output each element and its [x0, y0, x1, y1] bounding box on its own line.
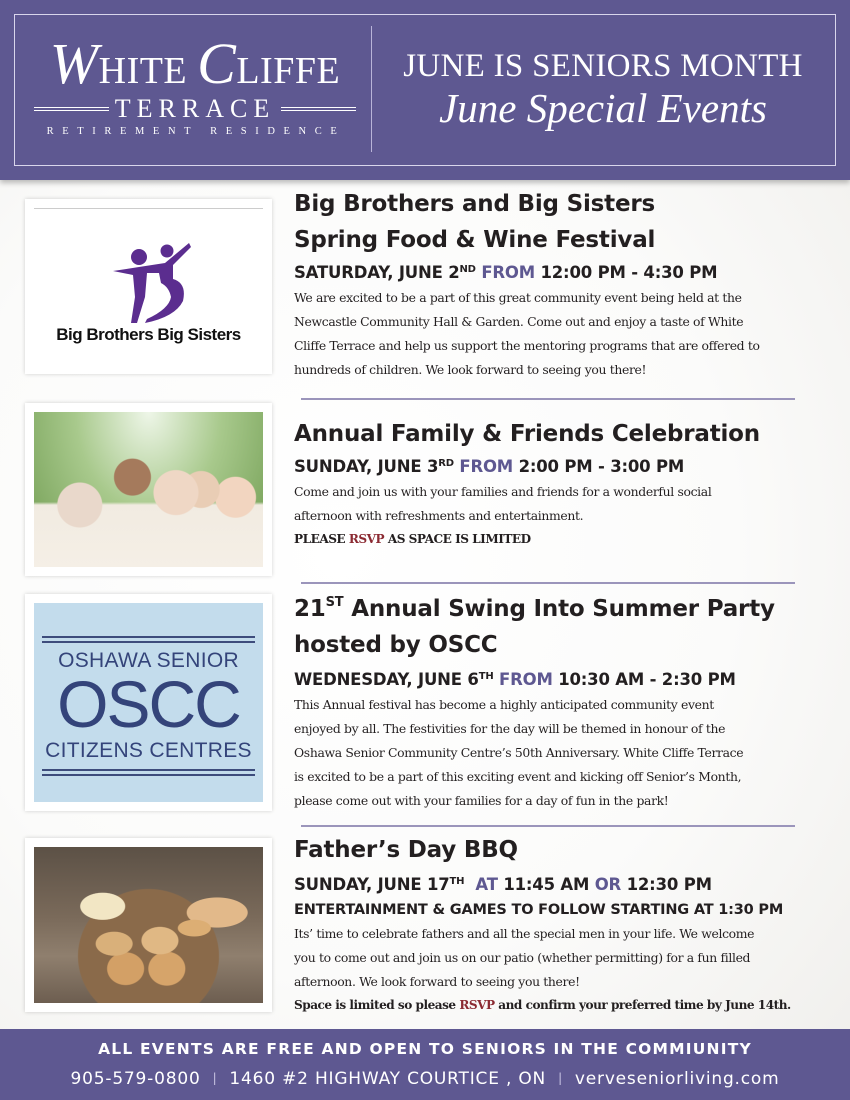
- event-4-connector: AT: [475, 875, 498, 894]
- event-2-body-line: afternoon with refreshments and entertainment.: [294, 508, 584, 523]
- section-divider: [301, 398, 795, 400]
- event-2-connector: FROM: [459, 457, 514, 476]
- event-4-date: [294, 872, 834, 898]
- event-1-connector: FROM: [481, 263, 535, 282]
- event-3-time: 10:30 AM - 2:30 PM: [558, 670, 736, 689]
- two-figures-heart-icon: [103, 239, 203, 329]
- event-2-image: [25, 403, 272, 576]
- footer-banner: [0, 1029, 850, 1100]
- logo-text-hite: HITE: [98, 50, 198, 92]
- bbbs-logo-caption: Big Brothers Big Sisters: [56, 325, 241, 344]
- event-4-time2: 12:30 PM: [626, 875, 712, 894]
- event-1-date: [294, 260, 834, 286]
- event-1-title-line2: Spring Food & Wine Festival: [294, 227, 656, 253]
- logo-wordmark: [32, 31, 358, 99]
- event-1-description: [294, 286, 834, 382]
- event-1-image: [25, 199, 272, 374]
- event-3-title-line2: hosted by OSCC: [294, 632, 498, 658]
- event-4-day-suffix: TH: [449, 876, 465, 887]
- footer-contact: [0, 1069, 850, 1089]
- footer-phone[interactable]: 905-579-0800: [70, 1069, 201, 1089]
- section-divider: [301, 582, 795, 584]
- event-3-body-line: please come out with your families for a day of fun in the park!: [294, 793, 669, 808]
- seniors-group-photo: [34, 412, 263, 567]
- note-text: and confirm your preferred time by June 14th.: [494, 998, 791, 1012]
- event-3-ordinal-suffix: ST: [325, 595, 344, 610]
- event-3-body-line: is excited to be a part of this exciting event and kicking off Senior’s Month,: [294, 769, 742, 784]
- section-divider: [301, 825, 795, 827]
- event-4: [294, 832, 834, 1017]
- oscc-logo: [34, 603, 263, 802]
- page-title: JUNE IS SENIORS MONTH: [403, 48, 803, 84]
- logo-rule-right: [281, 107, 356, 111]
- event-2-description: [294, 480, 834, 528]
- logo-initial-c: C: [197, 31, 237, 96]
- event-1-time: 12:00 PM - 4:30 PM: [540, 263, 718, 282]
- white-cliffe-terrace-logo: [32, 31, 362, 146]
- event-3-body-line: enjoyed by all. The festivities for the day will be themed in honour of the: [294, 721, 726, 736]
- note-text: AS SPACE IS LIMITED: [384, 532, 531, 546]
- rsvp-highlight: RSVP: [348, 532, 385, 546]
- event-3-day-suffix: TH: [478, 671, 494, 682]
- event-2-day-suffix: RD: [438, 458, 454, 469]
- event-3-body-line: Oshawa Senior Community Centre’s 50th Anniversary. White Cliffe Terrace: [294, 745, 744, 760]
- event-3-day: WEDNESDAY, JUNE 6: [294, 670, 479, 689]
- event-3-title-line1: [294, 591, 834, 627]
- event-3: [294, 591, 834, 813]
- event-1-title-line1: Big Brothers and Big Sisters: [294, 191, 655, 217]
- footer-address: 1460 #2 HIGHWAY COURTICE , ON: [229, 1069, 547, 1089]
- event-4-body-line: afternoon. We look forward to seeing you there!: [294, 974, 580, 989]
- header-banner: [0, 0, 850, 180]
- event-4-time1: 11:45 AM: [503, 875, 590, 894]
- event-4-body-line: you to come out and join us on our patio (whether permitting) for a fun filled: [294, 950, 751, 965]
- event-4-subline: ENTERTAINMENT & GAMES TO FOLLOW STARTING AT 1:30 PM: [294, 902, 784, 918]
- event-4-description: [294, 922, 834, 994]
- event-3-title-text: Annual Swing Into Summer Party: [343, 596, 775, 622]
- event-3-connector: FROM: [499, 670, 553, 689]
- event-3-body-line: This Annual festival has become a highly anticipated community event: [294, 697, 714, 712]
- footer-separator: |: [212, 1071, 218, 1085]
- event-2: [294, 416, 834, 551]
- event-1-body-line: hundreds of children. We look forward to seeing you there!: [294, 362, 647, 377]
- event-1-body-line: Cliffe Terrace and help us support the mentoring programs that are offered to: [294, 338, 760, 353]
- event-4-image: [25, 838, 272, 1012]
- event-2-time: 2:00 PM - 3:00 PM: [518, 457, 685, 476]
- event-3-description: [294, 693, 834, 813]
- event-4-connector2: OR: [594, 875, 622, 894]
- footer-separator: |: [558, 1071, 563, 1085]
- footer-tagline: ALL EVENTS ARE FREE AND OPEN TO SENIORS IN THE COMMIUNITY: [98, 1040, 752, 1058]
- event-1-body-line: We are excited to be a part of this great community event being held at the: [294, 290, 742, 305]
- logo-rule-left: [34, 107, 109, 111]
- event-2-body-line: Come and join us with your families and friends for a wonderful social: [294, 484, 712, 499]
- logo-initial-w: W: [49, 31, 99, 96]
- note-text: Space is limited so please: [294, 998, 460, 1012]
- event-3-image: [25, 594, 272, 811]
- event-2-title: Annual Family & Friends Celebration: [294, 421, 760, 447]
- logo-subtitle: RETIREMENT RESIDENCE: [46, 126, 346, 137]
- event-4-day: SUNDAY, JUNE 17: [294, 875, 450, 894]
- note-text: PLEASE: [294, 532, 349, 546]
- page-subtitle: June Special Events: [439, 85, 767, 131]
- logo-text-liffe: LIFFE: [236, 50, 341, 92]
- footer-website-link[interactable]: verveseniorliving.com: [574, 1069, 780, 1089]
- logo-terrace-row: [34, 94, 356, 124]
- rsvp-highlight: RSVP: [459, 998, 495, 1012]
- oscc-line3: CITIZENS CENTRES: [45, 739, 252, 762]
- oscc-line2: OSCC: [57, 667, 240, 741]
- oscc-rule-bottom: [42, 769, 255, 776]
- event-1-body-line: Newcastle Community Hall & Garden. Come out and enjoy a taste of White: [294, 314, 744, 329]
- event-4-title: Father’s Day BBQ: [294, 837, 518, 863]
- bbq-food-photo: [34, 847, 263, 1003]
- header-divider: [371, 26, 372, 152]
- event-2-day: SUNDAY, JUNE 3: [294, 457, 439, 476]
- event-1-day-suffix: ND: [459, 264, 476, 275]
- bbbs-logo: [34, 208, 263, 365]
- event-2-date: [294, 454, 834, 480]
- event-3-ordinal: 21: [294, 596, 326, 622]
- oscc-rule-top: [42, 636, 255, 643]
- event-1-day: SATURDAY, JUNE 2: [294, 263, 460, 282]
- event-2-rsvp-note: [294, 528, 834, 551]
- logo-terrace: TERRACE: [114, 94, 276, 123]
- oscc-line1: OSHAWA SENIOR: [58, 649, 239, 672]
- event-4-body-line: Its’ time to celebrate fathers and all the special men in your life. We welcome: [294, 926, 755, 941]
- event-4-rsvp-note: [294, 994, 834, 1017]
- event-3-date: [294, 667, 834, 693]
- event-1: [294, 186, 834, 382]
